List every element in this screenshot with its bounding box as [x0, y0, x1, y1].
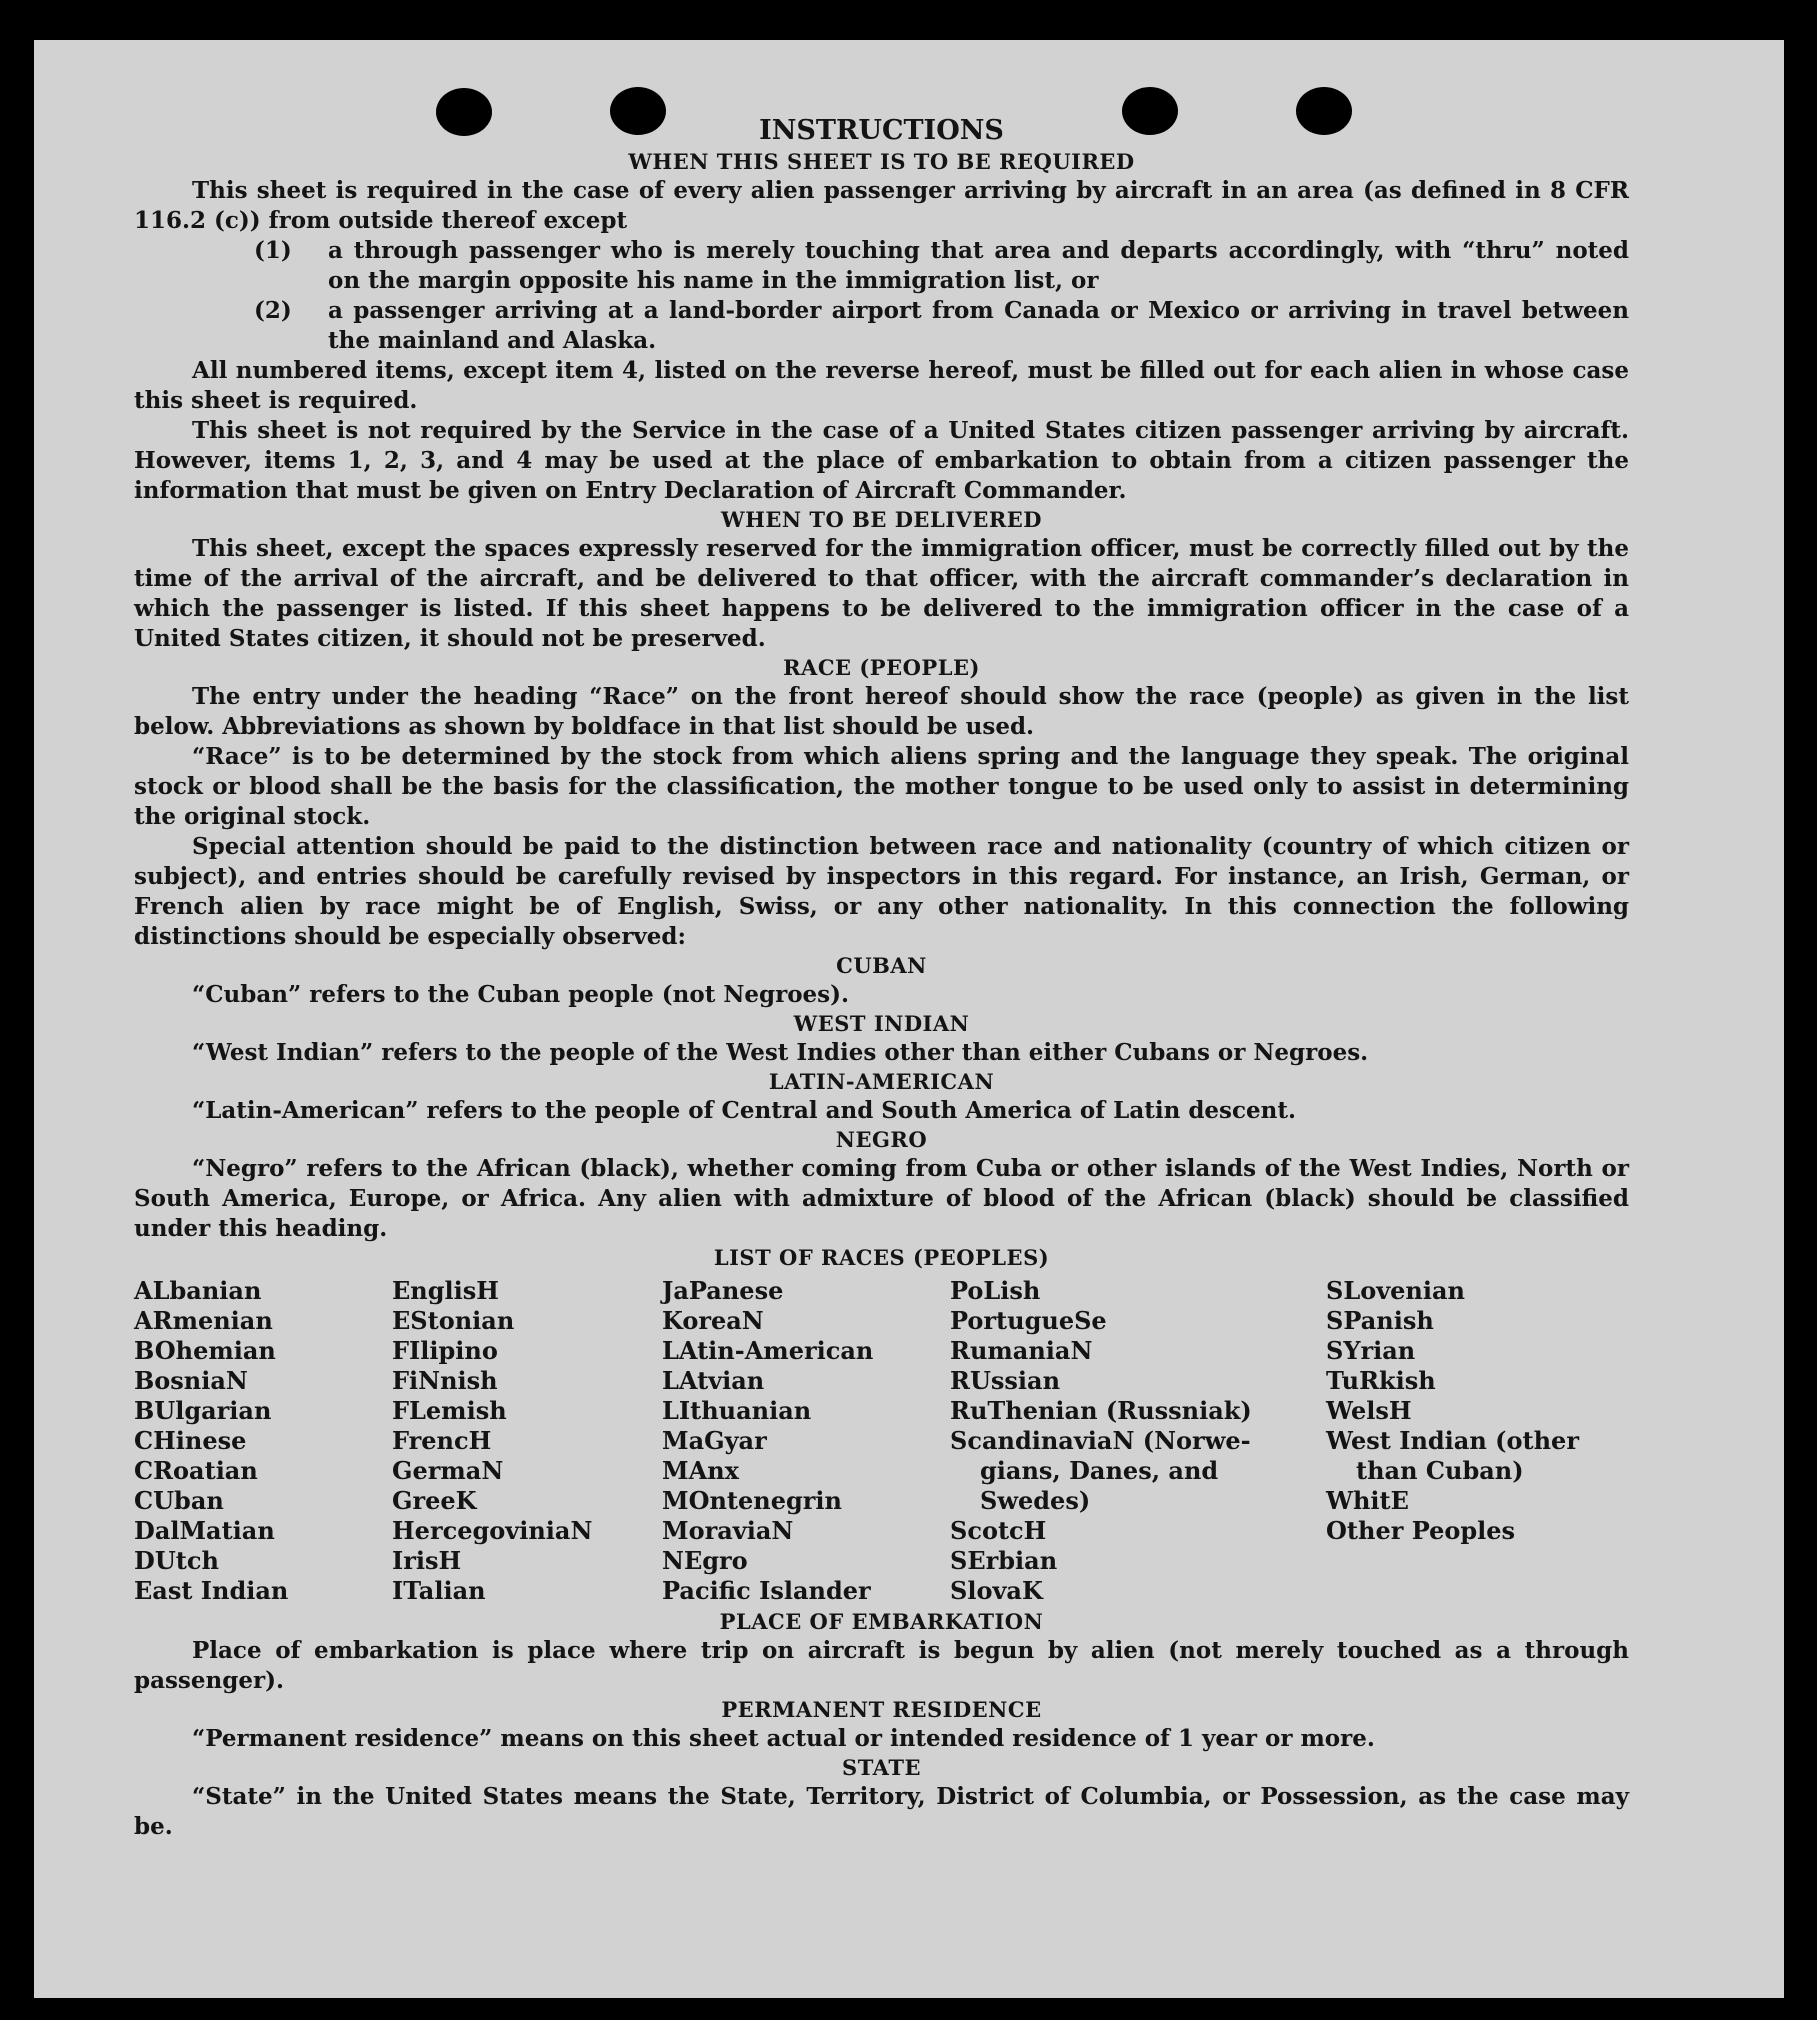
- race-entry: DalMatian: [134, 1516, 275, 1545]
- heading-embarkation: PLACE OF EMBARKATION: [719, 1609, 1044, 1634]
- race-entry: gians, Danes, and: [980, 1456, 1219, 1485]
- race-list: [134, 1276, 1629, 1606]
- race-entry: FiNnish: [392, 1366, 498, 1395]
- paragraph: This sheet is required in the case of every alien passenger arriving by aircraft in an area (as defined in 8 CFR 116.2 (c)) from outside thereof except: [134, 177, 1629, 234]
- race-entry: RuThenian (Russniak): [950, 1396, 1252, 1425]
- race-entry: LAtvian: [662, 1366, 765, 1395]
- race-entry: BOhemian: [134, 1336, 276, 1365]
- race-entry: than Cuban): [1356, 1456, 1524, 1485]
- race-entry: ScotcH: [950, 1516, 1047, 1545]
- list-item: [134, 236, 1629, 296]
- instructions-body: [134, 114, 1629, 1842]
- race-column: [1326, 1276, 1629, 1606]
- heading-west-indian: WEST INDIAN: [793, 1011, 970, 1036]
- paragraph: “Cuban” refers to the Cuban people (not Negroes).: [192, 981, 850, 1008]
- paragraph: This sheet, except the spaces expressly reserved for the immigration officer, must be correctly filled out by the time of the arrival of the aircraft, and be delivered to that officer, with the aircraft commander’s declaration in which the passenger is listed. If this sheet happens to be delivered to the immigration officer in the case of a United States citizen, it should not be preserved.: [134, 535, 1629, 652]
- race-entry: ITalian: [392, 1576, 486, 1605]
- paragraph: “Permanent residence” means on this sheet actual or intended residence of 1 year or more.: [192, 1725, 1375, 1752]
- paragraph: “Race” is to be determined by the stock from which aliens spring and the language they speak. The original stock or blood shall be the basis for the classification, the mother tongue to be used only to assist in determining the original stock.: [134, 743, 1629, 830]
- race-entry: Other Peoples: [1326, 1516, 1516, 1545]
- race-entry: PoLish: [950, 1276, 1041, 1305]
- paragraph: “West Indian” refers to the people of the West Indies other than either Cubans or Negroes.: [192, 1039, 1369, 1066]
- race-column: [662, 1276, 950, 1606]
- race-entry: EStonian: [392, 1306, 515, 1335]
- race-entry: ARmenian: [134, 1306, 273, 1335]
- race-entry: GreeK: [392, 1486, 477, 1515]
- race-entry: LAtin-American: [662, 1336, 874, 1365]
- race-entry: FrencH: [392, 1426, 492, 1455]
- race-entry: CHinese: [134, 1426, 247, 1455]
- race-entry: DUtch: [134, 1546, 219, 1575]
- race-entry: SYrian: [1326, 1336, 1416, 1365]
- race-entry: MOntenegrin: [662, 1486, 842, 1515]
- race-entry: MoraviaN: [662, 1516, 794, 1545]
- race-entry: RumaniaN: [950, 1336, 1093, 1365]
- race-entry: East Indian: [134, 1576, 289, 1605]
- race-entry: EnglisH: [392, 1276, 499, 1305]
- race-entry: WhitE: [1326, 1486, 1409, 1515]
- heading-permanent-residence: PERMANENT RESIDENCE: [721, 1697, 1042, 1722]
- item-text: a passenger arriving at a land-border airport from Canada or Mexico or arriving in travel between the mainland and Alaska.: [328, 297, 1629, 354]
- heading-list-of-races: LIST OF RACES (PEOPLES): [713, 1245, 1050, 1270]
- race-entry: LIthuanian: [662, 1396, 812, 1425]
- heading-negro: NEGRO: [835, 1127, 928, 1152]
- race-column: [134, 1276, 392, 1606]
- race-entry: NEgro: [662, 1546, 748, 1575]
- race-entry: MAnx: [662, 1456, 739, 1485]
- item-number: (2): [254, 297, 292, 324]
- race-entry: ALbanian: [134, 1276, 262, 1305]
- race-entry: TuRkish: [1326, 1366, 1436, 1395]
- race-entry: FLemish: [392, 1396, 507, 1425]
- race-entry: West Indian (other: [1326, 1426, 1579, 1455]
- race-entry: SErbian: [950, 1546, 1058, 1575]
- paragraph: This sheet is not required by the Service in the case of a United States citizen passenger arriving by aircraft. However, items 1, 2, 3, and 4 may be used at the place of embarkation to obtain from a citizen passenger the information that must be given on Entry Declaration of Aircraft Commander.: [134, 417, 1629, 504]
- item-number: (1): [254, 237, 292, 264]
- race-entry: RUssian: [950, 1366, 1061, 1395]
- heading-cuban: CUBAN: [836, 953, 927, 978]
- race-entry: IrisH: [392, 1546, 462, 1575]
- race-column: [950, 1276, 1326, 1606]
- paragraph: “Negro” refers to the African (black), whether coming from Cuba or other islands of the West Indies, North or South America, Europe, or Africa. Any alien with admixture of blood of the African (black) should be classified under this heading.: [134, 1155, 1629, 1242]
- race-entry: WelsH: [1326, 1396, 1412, 1425]
- heading-race: RACE (PEOPLE): [783, 655, 980, 680]
- paragraph: “State” in the United States means the State, Territory, District of Columbia, or Possession, as the case may be.: [134, 1783, 1629, 1840]
- race-entry: GermaN: [392, 1456, 504, 1485]
- heading-when-required: WHEN THIS SHEET IS TO BE REQUIRED: [628, 149, 1135, 174]
- race-entry: SPanish: [1326, 1306, 1434, 1335]
- race-entry: FIlipino: [392, 1336, 498, 1365]
- race-entry: KoreaN: [662, 1306, 764, 1335]
- heading-when-delivered: WHEN TO BE DELIVERED: [720, 507, 1042, 532]
- race-column: [392, 1276, 662, 1606]
- race-entry: Pacific Islander: [662, 1576, 871, 1605]
- race-entry: PortugueSe: [950, 1306, 1107, 1335]
- race-entry: Swedes): [980, 1486, 1091, 1515]
- race-entry: MaGyar: [662, 1426, 767, 1455]
- list-item: [134, 296, 1629, 356]
- paragraph: All numbered items, except item 4, listed on the reverse hereof, must be filled out for each alien in whose case this sheet is required.: [134, 357, 1629, 414]
- heading-latin-american: LATIN-AMERICAN: [768, 1069, 995, 1094]
- race-entry: SLovenian: [1326, 1276, 1465, 1305]
- race-entry: BUlgarian: [134, 1396, 272, 1425]
- paragraph: The entry under the heading “Race” on the front hereof should show the race (people) as given in the list below. Abbreviations as shown by boldface in that list should be used.: [134, 683, 1629, 740]
- race-entry: JaPanese: [662, 1276, 784, 1305]
- race-entry: HercegoviniaN: [392, 1516, 593, 1545]
- document-page: [34, 40, 1784, 1998]
- paragraph: “Latin-American” refers to the people of Central and South America of Latin descent.: [192, 1097, 1296, 1124]
- race-entry: BosniaN: [134, 1366, 248, 1395]
- race-entry: CUban: [134, 1486, 224, 1515]
- paragraph: Place of embarkation is place where trip on aircraft is begun by alien (not merely touched as a through passenger).: [134, 1637, 1629, 1694]
- paragraph: Special attention should be paid to the distinction between race and nationality (country of which citizen or subject), and entries should be carefully revised by inspectors in this regard. For instance, an Irish, German, or French alien by race might be of English, Swiss, or any other nationality. In this connection the following distinctions should be especially observed:: [134, 833, 1629, 950]
- race-entry: CRoatian: [134, 1456, 258, 1485]
- race-entry: ScandinaviaN (Norwe-: [950, 1426, 1251, 1455]
- item-text: a through passenger who is merely touching that area and departs accordingly, with “thru” noted on the margin opposite his name in the immigration list, or: [328, 237, 1629, 294]
- race-entry: SlovaK: [950, 1576, 1043, 1605]
- page-title: INSTRUCTIONS: [759, 115, 1004, 146]
- heading-state: STATE: [842, 1755, 921, 1780]
